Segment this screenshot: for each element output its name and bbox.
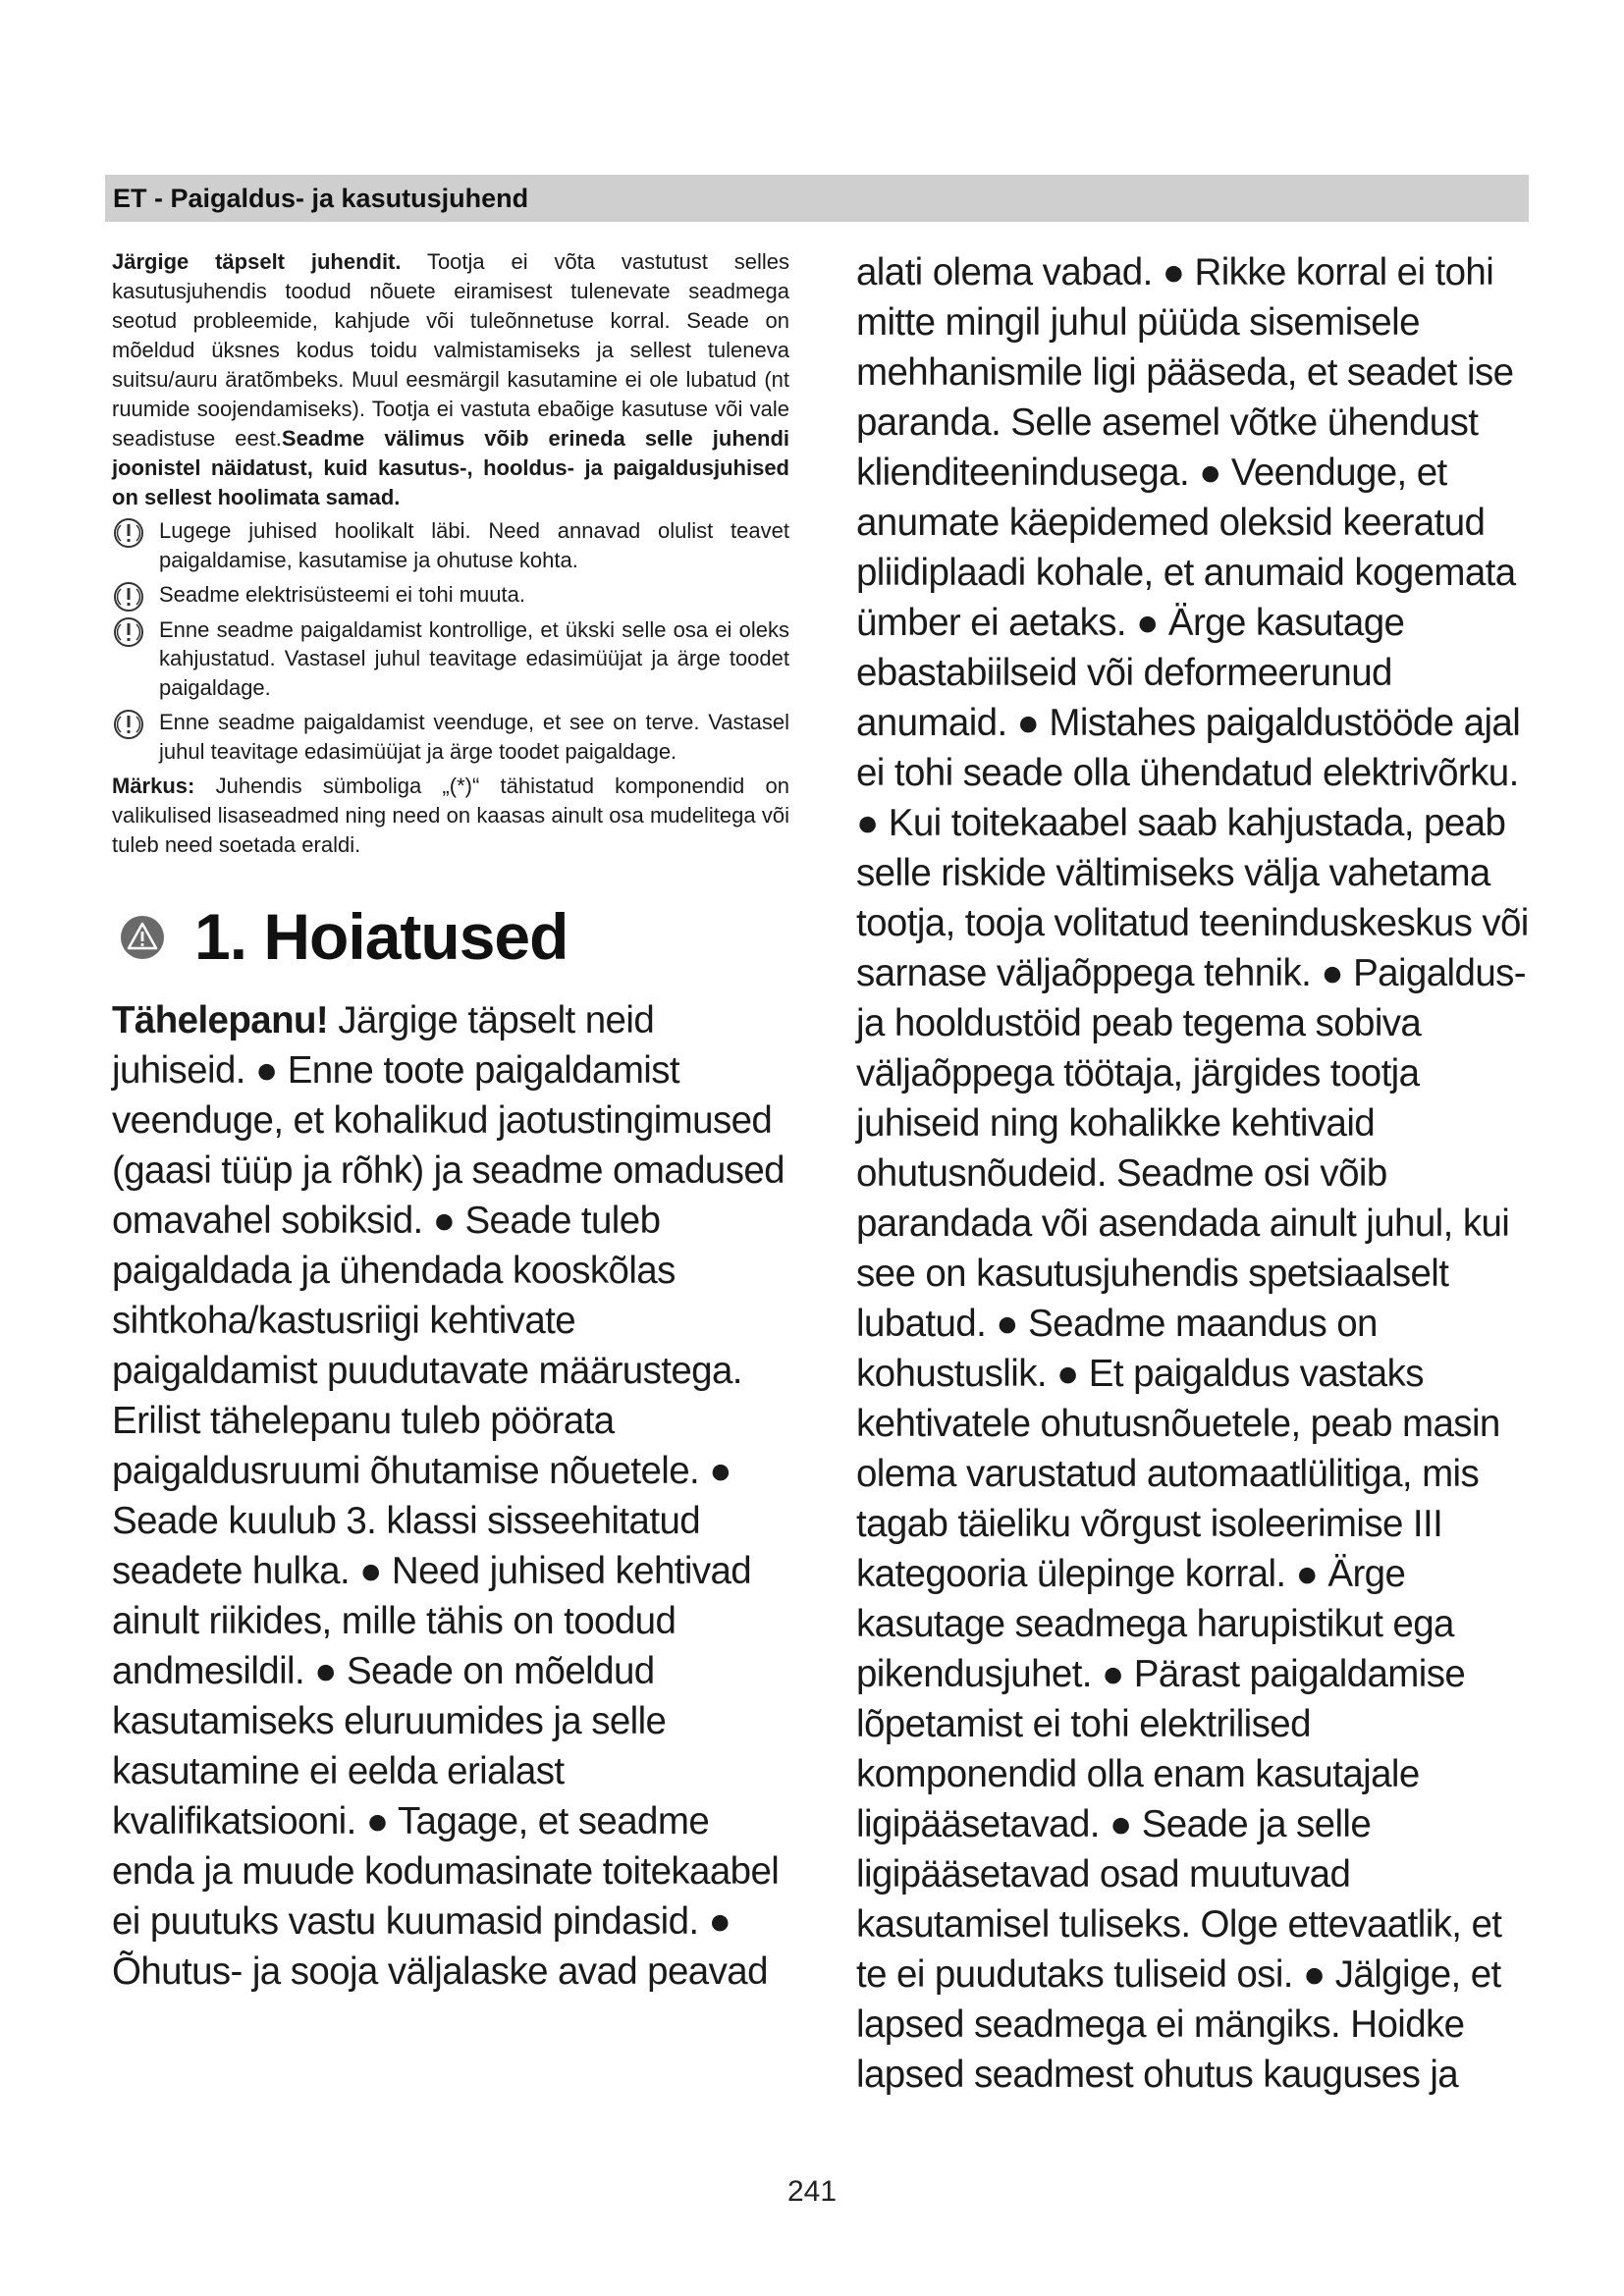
caution-icon (112, 580, 145, 614)
body-lead: Tähelepanu! (112, 999, 329, 1041)
body-left-text: Järgige täpselt neid juhiseid. ● Enne toote paigaldamist veenduge, et kohalikud jaotustingimused (gaasi tüüp ja rõhk) ja seadme omadused omavahel sobiksid. ● Seade tuleb paigaldada ja ühendada kooskõlas sihtkoha/kastusriigi kehtivate paigaldamist puudutavate määrustega. Erilist tähelepanu tuleb pöörata paigaldusruumi õhutamise nõuetele. ● Seade kuulub 3. klassi sisseehitatud seadete hulka. ● Need juhised kehtivad ainult riikides, mille tähis on toodud andmesildil. ● Seade on mõeldud kasutamiseks eluruumides ja selle kasutamine ei eelda erialast kvalifikatsiooni. ● Tagage, et seadme enda ja muude kodumasinate toitekaabel ei puutuks vastu kuumasid pindasid. ● Õhutus- ja sooja väljalaske avad peavad (112, 999, 785, 1993)
warning-text: Enne seadme paigaldamist veenduge, et see on terve. Vastasel juhul teavitage edasimüüjat ja ärge toodet paigaldage. (159, 710, 789, 764)
right-column (856, 247, 1534, 2100)
note-label: Märkus: (112, 774, 195, 798)
warning-text: Lugege juhised hoolikalt läbi. Need annavad olulist teavet paigaldamise, kasutamise ja ohutuse kohta. (159, 518, 789, 572)
warning-triangle-icon (120, 915, 165, 960)
intro-paragraph (112, 247, 789, 512)
caution-icon (112, 615, 145, 649)
list-item (112, 516, 789, 574)
list-item (112, 580, 789, 610)
warning-text: Seadme elektrisüsteemi ei tohi muuta. (159, 582, 525, 607)
intro-lead: Järgige täpselt juhendit. (112, 249, 402, 274)
section-header-bar (105, 175, 1529, 222)
note-text: Juhendis sümboliga „(*)“ tähistatud komponendid on valikulised lisaseadmed ning need on kaasas ainult osa mudelitega või tuleb need soetada eraldi. (112, 774, 789, 857)
section-title: 1. Hoiatused (194, 900, 568, 973)
note-paragraph (112, 772, 789, 860)
intro-text: Tootja ei võta vastutust selles kasutusjuhendis toodud nõuete eiramisest tulenevate seadmega seotud probleemide, kahjude või tuleõnnetuse korral. Seade on mõeldud üksnes kodus toidu valmistamiseks ja sellest tuleneva suitsu/auru äratõmbeks. Muul eesmärgil kasutamine ei ole lubatud (nt ruumide soojendamiseks). Tootja ei vastuta ebaõige kasutuse või vale seadistuse eest. (112, 249, 789, 451)
body-text-left (112, 995, 789, 1997)
caution-icon (112, 708, 145, 741)
intro-appearance-note: Seadme välimus võib erineda selle juhendi joonistel näidatust, kuid kasutus-, hooldus- ja paigaldusjuhised on sellest hoolimata samad. (112, 426, 790, 509)
warning-text: Enne seadme paigaldamist kontrollige, et ükski selle osa ei oleks kahjustatud. Vastasel juhul teavitage edasimüüjat ja ärge toodet paigaldage. (159, 616, 789, 700)
section-heading (112, 895, 789, 978)
body-text-right: alati olema vabad. ● Rikke korral ei tohi mitte mingil juhul püüda sisemisele mehhanismile ligi pääseda, et seadet ise paranda. Selle asemel võtke ühendust klienditeenindusega. ● Veenduge, et anumate käepidemed oleksid keeratud pliidiplaadi kohale, et anumaid kogemata ümber ei aetaks. ● Ärge kasutage ebastabiilseid või deformeerunud anumaid. ● Mistahes paigaldustööde ajal ei tohi seade olla ühendatud elektrivõrku. ● Kui toitekaabel saab kahjustada, peab selle riskide vältimiseks välja vahetama tootja, tooja volitatud teeninduskeskus või sarnase väljaõppega tehnik. ● Paigaldus- ja hooldustöid peab tegema sobiva väljaõppega töötaja, järgides tootja juhiseid ning kohalikke kehtivaid ohutusnõudeid. Seadme osi võib parandada või asendada ainult juhul, kui see on kasutusjuhendis spetsiaalselt lubatud. ● Seadme maandus on kohustuslik. ● Et paigaldus vastaks kehtivatele ohutusnõuetele, peab masin olema varustatud automaatlülitiga, mis tagab täieliku võrgust isoleerimise III kategooria ülepinge korral. ● Ärge kasutage seadmega harupistikut ega pikendusjuhet. ● Pärast paigaldamise lõpetamist ei tohi elektrilised komponendid olla enam kasutajale ligipääsetavad. ● Seade ja selle ligipääsetavad osad muutuvad kasutamisel tuliseks. Olge ettevaatlik, et te ei puudutaks tuliseid osi. ● Jälgige, et lapsed seadmega ei mängiks. Hoidke lapsed seadmest ohutus kauguses ja (856, 251, 1529, 2096)
page-number: 241 (786, 2175, 838, 2208)
caution-icon (112, 516, 145, 550)
left-column (112, 247, 789, 1997)
warning-list (112, 516, 789, 766)
header-title: ET - Paigaldus- ja kasutusjuhend (113, 184, 529, 213)
list-item (112, 615, 789, 703)
list-item (112, 708, 789, 766)
